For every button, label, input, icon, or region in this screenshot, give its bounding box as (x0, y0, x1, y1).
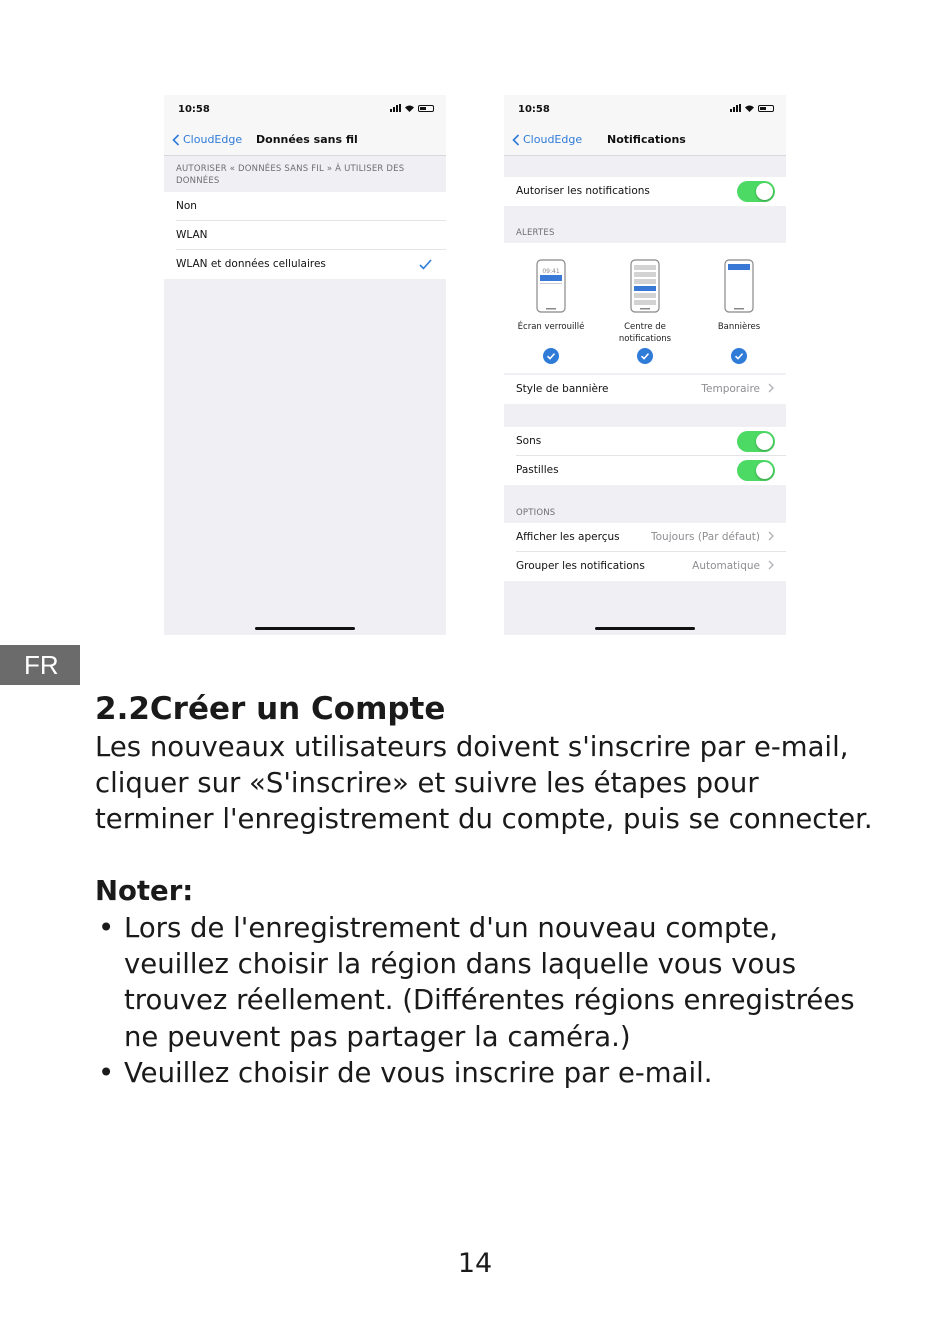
section-heading: 2.2Créer un Compte (95, 691, 446, 727)
screenshot-notifications (504, 95, 786, 635)
checkmark-circle-icon[interactable] (637, 348, 653, 364)
lock-screen-time: 09:41 (542, 268, 560, 275)
banner-style-row[interactable] (504, 375, 786, 404)
phone-banners-icon (724, 259, 754, 313)
wifi-icon (405, 105, 414, 112)
screenshot-wireless-data (164, 95, 446, 635)
alert-option-banners[interactable] (694, 259, 784, 333)
phone-notification-center-icon (630, 259, 660, 313)
back-button[interactable] (172, 133, 242, 146)
back-label: CloudEdge (183, 133, 243, 146)
battery-icon (418, 105, 434, 112)
group-notifications-label: Grouper les notifications (516, 560, 645, 572)
battery-icon (758, 105, 774, 112)
wifi-icon (745, 105, 754, 112)
alert-option-label: Écran verrouillé (517, 322, 585, 332)
alerts-header: ALERTES (516, 228, 555, 238)
language-tab: FR (0, 645, 80, 685)
status-bar (504, 95, 786, 125)
alert-option-notification-center[interactable] (600, 259, 690, 345)
alert-option-label: Bannières (717, 322, 761, 332)
chevron-left-icon (512, 134, 520, 146)
home-indicator (595, 627, 695, 630)
chevron-right-icon (766, 530, 776, 542)
status-icons (730, 104, 774, 112)
back-button[interactable] (512, 133, 582, 146)
option-row-wlan[interactable] (164, 221, 446, 250)
back-label: CloudEdge (523, 133, 583, 146)
option-label: Non (176, 200, 197, 212)
badges-row (504, 456, 786, 485)
option-label: WLAN (176, 229, 208, 241)
status-time: 10:58 (178, 104, 210, 115)
chevron-left-icon (172, 134, 180, 146)
chevron-right-icon (766, 559, 776, 571)
options-header: OPTIONS (516, 508, 556, 518)
nav-title: Données sans fil (256, 133, 358, 146)
signal-icon (730, 104, 741, 112)
banner-style-value: Temporaire (701, 383, 760, 395)
page-number: 14 (457, 1248, 493, 1279)
badges-label: Pastilles (516, 464, 559, 476)
nav-bar (504, 125, 786, 156)
bullet-dot: • (98, 912, 115, 944)
group-notifications-value: Automatique (692, 560, 760, 572)
alert-option-lock-screen[interactable] (506, 259, 596, 333)
option-label: WLAN et données cellulaires (176, 258, 326, 270)
status-bar (164, 95, 446, 125)
checkmark-circle-icon[interactable] (543, 348, 559, 364)
section-header: AUTORISER « DONNÉES SANS FIL » À UTILISER DES DONNÉES (176, 164, 405, 186)
checkmark-icon (419, 259, 432, 270)
sounds-toggle[interactable] (737, 431, 775, 452)
bullet-text: Veuillez choisir de vous inscrire par e-mail. (124, 1057, 713, 1089)
sounds-label: Sons (516, 435, 542, 447)
home-indicator (255, 627, 355, 630)
option-row-wlan-cellular[interactable] (164, 250, 446, 279)
bullet-text: Lors de l'enregistrement d'un nouveau compte, veuillez choisir la région dans laquelle vous vous trouvez réellement. (Différentes régions enregistrées ne peuvent pas partager la caméra.) (124, 912, 855, 1053)
allow-notifications-label: Autoriser les notifications (516, 185, 650, 197)
alerts-panel (504, 243, 786, 373)
note-label: Noter: (95, 875, 194, 907)
status-icons (390, 104, 434, 112)
allow-notifications-row (504, 177, 786, 206)
nav-bar (164, 125, 446, 156)
show-previews-value: Toujours (Par défaut) (651, 531, 760, 543)
badges-toggle[interactable] (737, 460, 775, 481)
banner-style-label: Style de bannière (516, 383, 609, 395)
allow-notifications-toggle[interactable] (737, 181, 775, 202)
intro-paragraph: Les nouveaux utilisateurs doivent s'inscrire par e-mail, cliquer sur «S'inscrire» et suivre les étapes pour terminer l'enregistrement du compte, puis se connecter. (95, 731, 873, 836)
checkmark-circle-icon[interactable] (731, 348, 747, 364)
nav-title: Notifications (607, 133, 686, 146)
show-previews-row[interactable] (504, 523, 786, 552)
show-previews-label: Afficher les aperçus (516, 531, 620, 543)
alert-option-label: Centre de notifications (618, 322, 672, 344)
option-row-non[interactable] (164, 192, 446, 221)
status-time: 10:58 (518, 104, 550, 115)
group-notifications-row[interactable] (504, 552, 786, 581)
bullet-dot: • (98, 1057, 115, 1089)
signal-icon (390, 104, 401, 112)
chevron-right-icon (766, 382, 776, 394)
sounds-row (504, 427, 786, 456)
